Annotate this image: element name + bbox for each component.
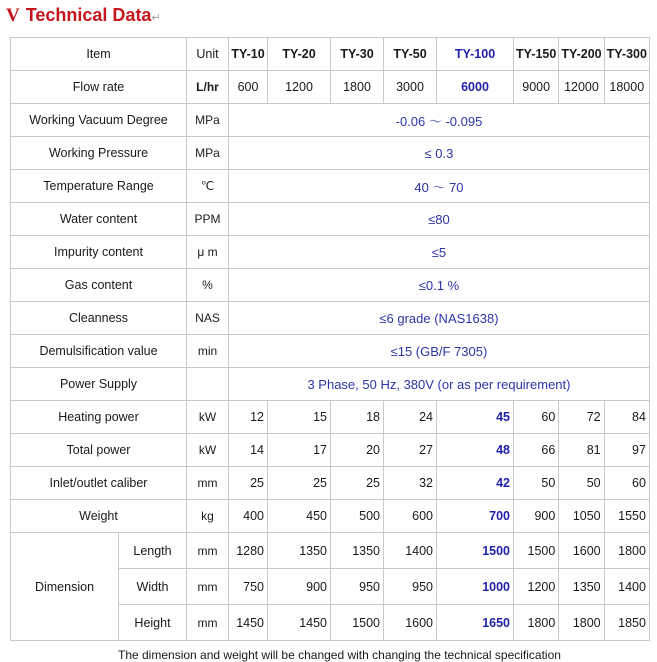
value-cell: 25	[268, 467, 331, 500]
row-label: Total power	[11, 434, 187, 467]
row-label: Impurity content	[11, 236, 187, 269]
value-cell: 24	[384, 401, 437, 434]
value-cell: 25	[229, 467, 268, 500]
value-span: ≤15 (GB/F 7305)	[229, 335, 650, 368]
header-model: TY-200	[559, 38, 604, 71]
value-cell: 600	[384, 500, 437, 533]
row-label: Temperature Range	[11, 170, 187, 203]
value-cell: 1400	[604, 569, 649, 605]
value-cell-highlight: 6000	[437, 71, 514, 104]
value-cell: 1280	[229, 533, 268, 569]
header-model: TY-50	[384, 38, 437, 71]
cleanness-row	[11, 302, 650, 335]
value-cell: 18000	[604, 71, 649, 104]
value-cell: 32	[384, 467, 437, 500]
value-cell: 66	[514, 434, 559, 467]
value-cell: 950	[331, 569, 384, 605]
row-unit: mm	[187, 569, 229, 605]
value-cell: 950	[384, 569, 437, 605]
header-item: Item	[11, 38, 187, 71]
row-label: Power Supply	[11, 368, 187, 401]
row-unit: kg	[187, 500, 229, 533]
value-span: ≤ 0.3	[229, 137, 650, 170]
value-cell: 20	[331, 434, 384, 467]
impurity-row	[11, 236, 650, 269]
value-cell: 1350	[268, 533, 331, 569]
value-cell: 27	[384, 434, 437, 467]
value-cell: 900	[514, 500, 559, 533]
section-title	[6, 5, 161, 27]
row-label: Flow rate	[11, 71, 187, 104]
dimension-label: Dimension	[11, 533, 119, 641]
value-span: ≤0.1 %	[229, 269, 650, 302]
row-label: Weight	[11, 500, 187, 533]
value-span: -0.06 ～ -0.095	[229, 104, 650, 137]
row-unit: kW	[187, 401, 229, 434]
value-cell: 600	[229, 71, 268, 104]
row-label: Inlet/outlet caliber	[11, 467, 187, 500]
row-label: Gas content	[11, 269, 187, 302]
length-row	[11, 533, 650, 569]
header-model: TY-300	[604, 38, 649, 71]
total-power-row	[11, 434, 650, 467]
value-cell: 14	[229, 434, 268, 467]
value-span: ≤5	[229, 236, 650, 269]
header-model: TY-150	[514, 38, 559, 71]
value-cell: 12000	[559, 71, 604, 104]
row-label: Water content	[11, 203, 187, 236]
flow-rate-row	[11, 71, 650, 104]
value-cell: 1550	[604, 500, 649, 533]
value-cell: 72	[559, 401, 604, 434]
row-unit: μ m	[187, 236, 229, 269]
value-cell: 1400	[384, 533, 437, 569]
row-unit: NAS	[187, 302, 229, 335]
row-unit	[187, 368, 229, 401]
value-cell: 60	[514, 401, 559, 434]
row-unit: MPa	[187, 104, 229, 137]
value-cell-highlight: 1500	[437, 533, 514, 569]
weight-row	[11, 500, 650, 533]
value-cell-highlight: 42	[437, 467, 514, 500]
row-label: Height	[119, 605, 187, 641]
value-cell: 1800	[514, 605, 559, 641]
value-cell: 500	[331, 500, 384, 533]
row-unit: mm	[187, 533, 229, 569]
gas-row	[11, 269, 650, 302]
value-cell-highlight: 700	[437, 500, 514, 533]
value-cell: 1450	[268, 605, 331, 641]
value-cell: 18	[331, 401, 384, 434]
heating-power-row	[11, 401, 650, 434]
footnote: The dimension and weight will be changed with changing the technical specification	[118, 648, 561, 662]
row-unit: mm	[187, 605, 229, 641]
pressure-row	[11, 137, 650, 170]
row-label: Width	[119, 569, 187, 605]
header-unit: Unit	[187, 38, 229, 71]
value-cell: 450	[268, 500, 331, 533]
header-model: TY-20	[268, 38, 331, 71]
value-cell: 400	[229, 500, 268, 533]
value-cell: 1450	[229, 605, 268, 641]
power-supply-row	[11, 368, 650, 401]
row-label: Cleanness	[11, 302, 187, 335]
value-cell-highlight: 48	[437, 434, 514, 467]
caliber-row	[11, 467, 650, 500]
value-cell: 50	[559, 467, 604, 500]
value-cell: 15	[268, 401, 331, 434]
header-model: TY-30	[331, 38, 384, 71]
value-cell: 84	[604, 401, 649, 434]
header-model: TY-10	[229, 38, 268, 71]
value-cell-highlight: 1000	[437, 569, 514, 605]
value-cell: 17	[268, 434, 331, 467]
header-row	[11, 38, 650, 71]
value-cell: 97	[604, 434, 649, 467]
value-cell: 1200	[268, 71, 331, 104]
value-cell: 1500	[514, 533, 559, 569]
value-span: ≤80	[229, 203, 650, 236]
row-label: Working Pressure	[11, 137, 187, 170]
row-unit: %	[187, 269, 229, 302]
value-cell: 60	[604, 467, 649, 500]
value-cell: 1850	[604, 605, 649, 641]
row-unit: ℃	[187, 170, 229, 203]
technical-data-table	[10, 37, 650, 641]
value-span: ≤6 grade (NAS1638)	[229, 302, 650, 335]
value-cell: 1350	[331, 533, 384, 569]
value-cell: 25	[331, 467, 384, 500]
value-cell: 9000	[514, 71, 559, 104]
section-title-text: Technical Data	[25, 5, 152, 25]
row-unit: MPa	[187, 137, 229, 170]
paragraph-mark-icon: ↵	[151, 12, 161, 24]
value-cell: 1800	[604, 533, 649, 569]
value-cell: 1600	[384, 605, 437, 641]
value-cell: 900	[268, 569, 331, 605]
value-cell: 1600	[559, 533, 604, 569]
header-model-highlight: TY-100	[437, 38, 514, 71]
vacuum-row	[11, 104, 650, 137]
value-cell: 12	[229, 401, 268, 434]
value-cell: 3000	[384, 71, 437, 104]
value-cell: 1500	[331, 605, 384, 641]
row-unit: L/hr	[187, 71, 229, 104]
value-cell: 750	[229, 569, 268, 605]
value-cell: 1050	[559, 500, 604, 533]
row-unit: kW	[187, 434, 229, 467]
temperature-row	[11, 170, 650, 203]
water-row	[11, 203, 650, 236]
value-cell: 1200	[514, 569, 559, 605]
row-unit: mm	[187, 467, 229, 500]
value-span: 40 ～ 70	[229, 170, 650, 203]
row-label: Working Vacuum Degree	[11, 104, 187, 137]
value-cell: 50	[514, 467, 559, 500]
value-cell-highlight: 1650	[437, 605, 514, 641]
row-label: Length	[119, 533, 187, 569]
row-label: Heating power	[11, 401, 187, 434]
demulsification-row	[11, 335, 650, 368]
value-span: 3 Phase, 50 Hz, 380V (or as per requirement)	[229, 368, 650, 401]
value-cell: 1350	[559, 569, 604, 605]
value-cell: 81	[559, 434, 604, 467]
value-cell: 1800	[331, 71, 384, 104]
value-cell: 1800	[559, 605, 604, 641]
row-unit: min	[187, 335, 229, 368]
value-cell-highlight: 45	[437, 401, 514, 434]
section-numeral: V	[6, 5, 20, 26]
row-label: Demulsification value	[11, 335, 187, 368]
row-unit: PPM	[187, 203, 229, 236]
